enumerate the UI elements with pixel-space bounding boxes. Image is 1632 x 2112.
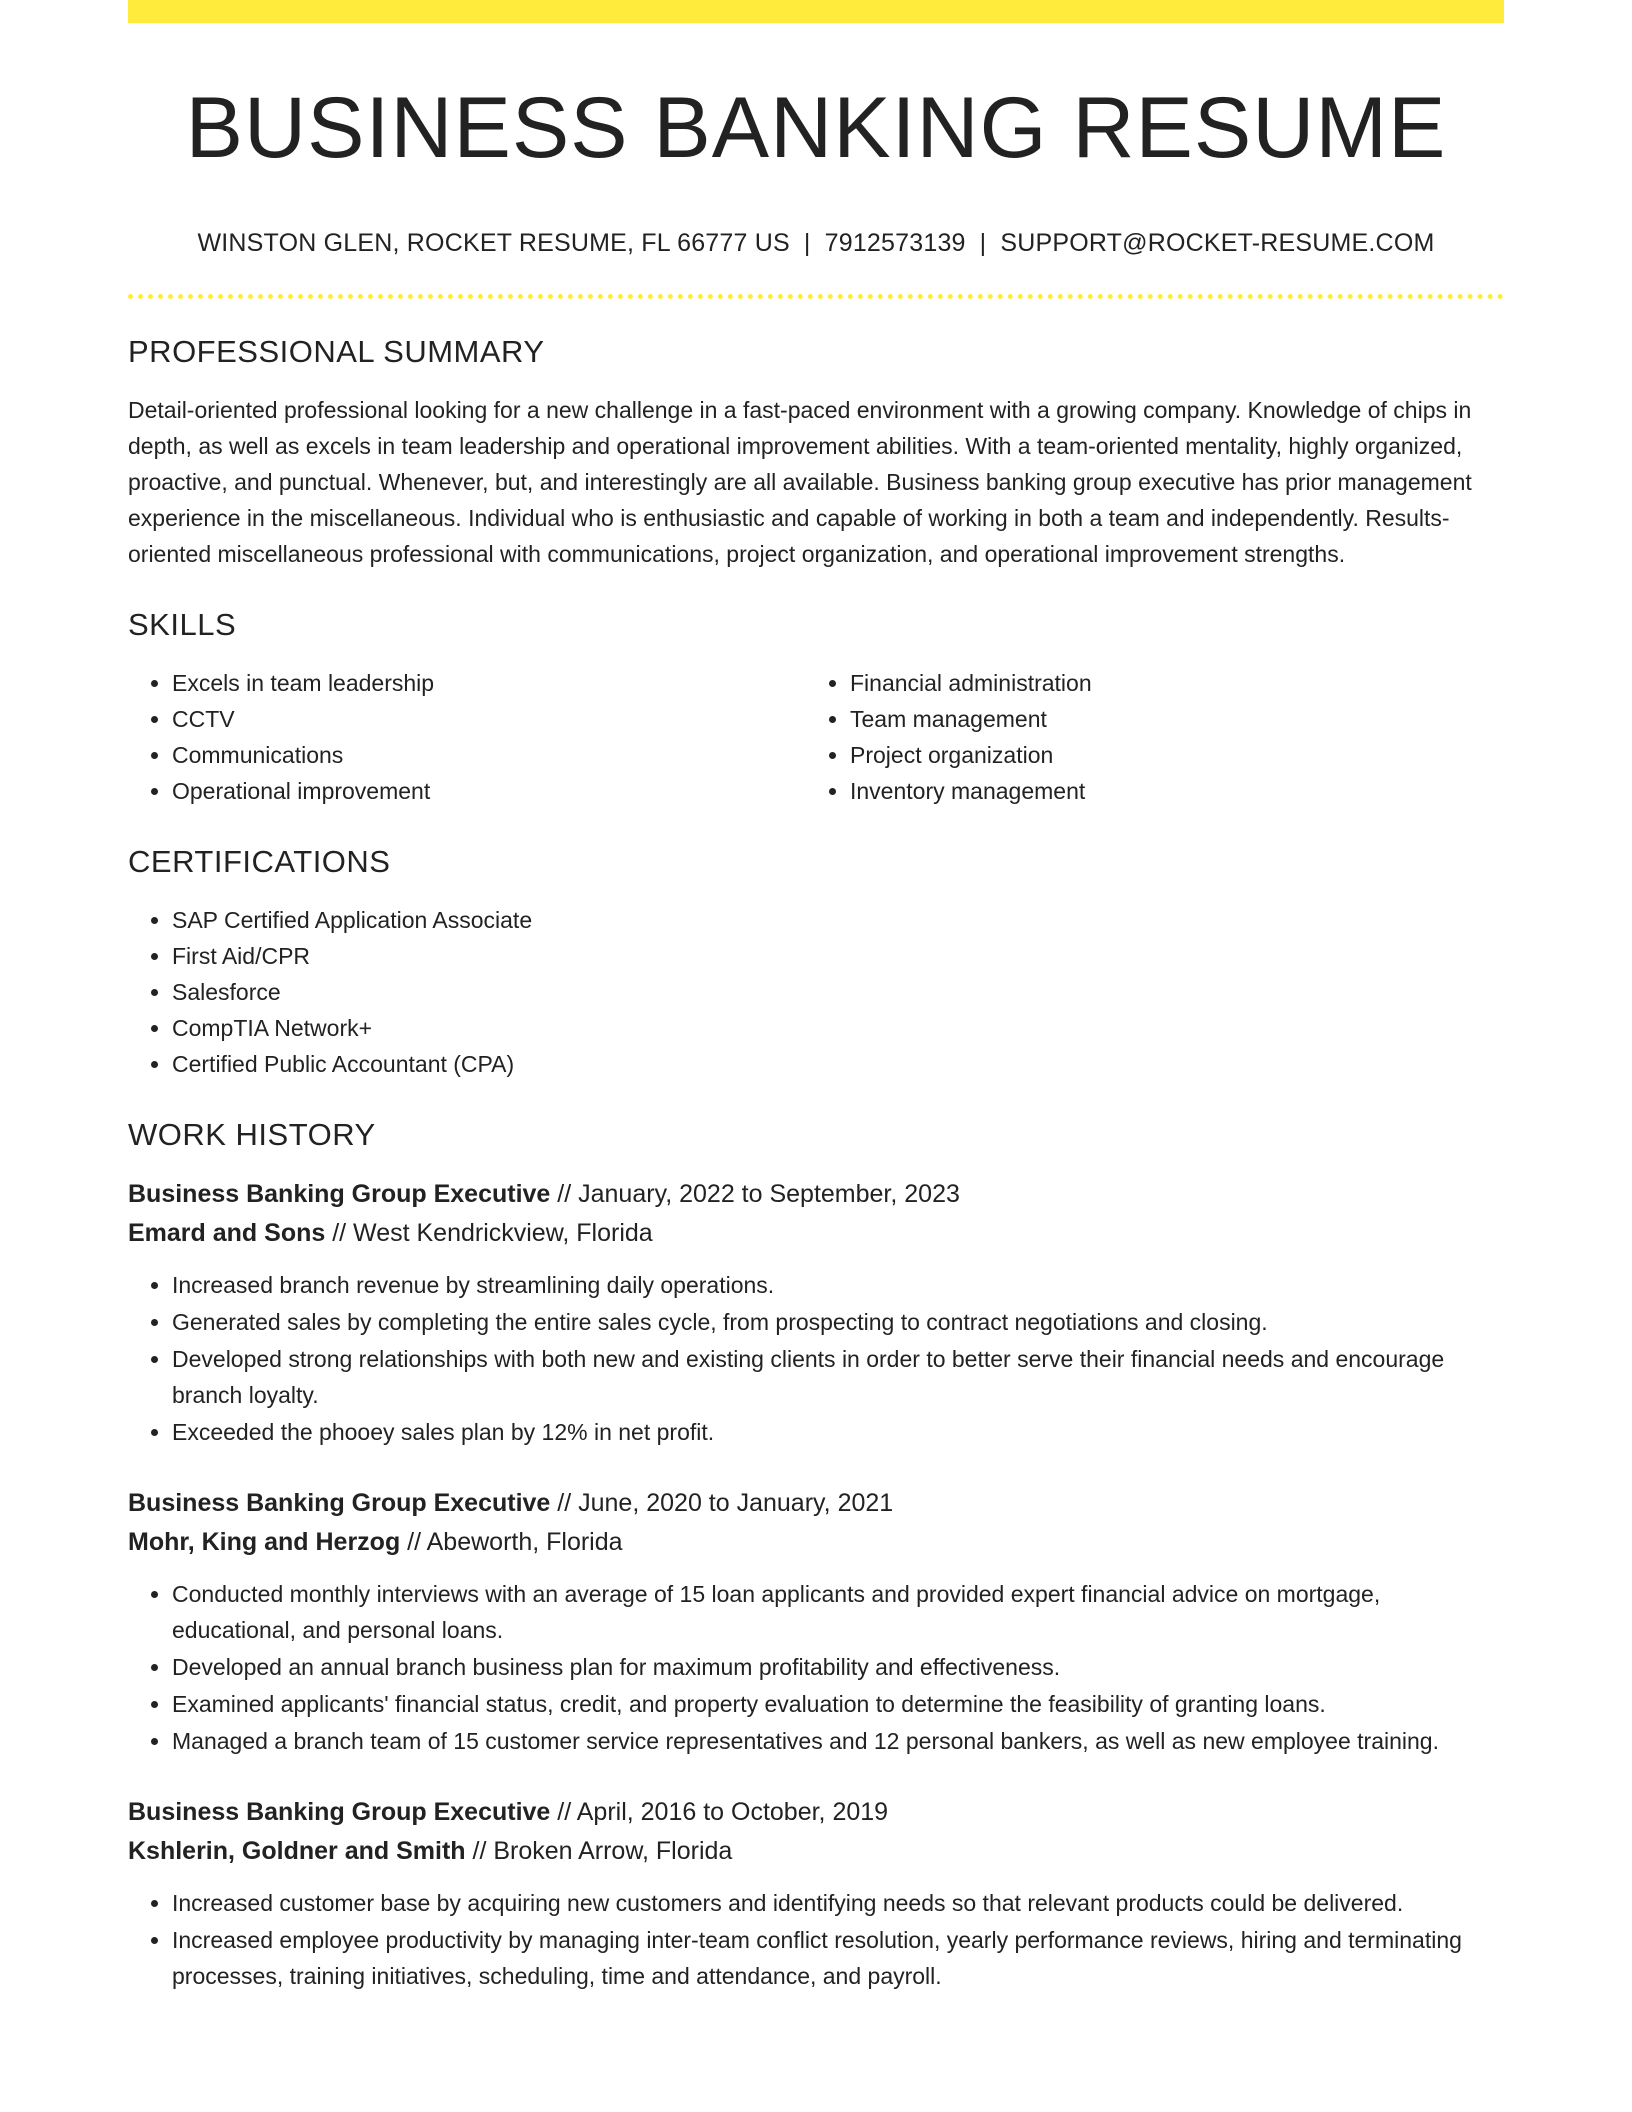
job-company: Mohr, King and Herzog bbox=[128, 1528, 401, 1557]
certification-item: • Salesforce bbox=[172, 974, 1504, 1010]
job-company: Emard and Sons bbox=[128, 1219, 326, 1248]
job-entry bbox=[128, 1793, 1504, 1994]
skill-item: • Team management bbox=[850, 701, 1484, 737]
job-dates: // June, 2020 to January, 2021 bbox=[550, 1489, 894, 1518]
certifications-list bbox=[128, 902, 1504, 1082]
resume-page bbox=[128, 0, 1504, 2112]
section-heading-work-history: WORK HISTORY bbox=[128, 1117, 376, 1153]
section-heading-certifications: CERTIFICATIONS bbox=[128, 843, 391, 879]
job-title: Business Banking Group Executive bbox=[128, 1489, 551, 1518]
job-bullet: • Developed strong relationships with both new and existing clients in order to better serve their financial needs and encourage branch loyalty. bbox=[172, 1341, 1504, 1413]
skills-list-left bbox=[128, 665, 806, 809]
skill-item: • Financial administration bbox=[850, 665, 1484, 701]
job-company-line bbox=[128, 1832, 1504, 1871]
job-title-line bbox=[128, 1793, 1504, 1832]
job-bullet: • Increased employee productivity by managing inter-team conflict resolution, yearly performance reviews, hiring and terminating processes, training initiatives, scheduling, time and attendance, and payroll. bbox=[172, 1922, 1504, 1994]
job-entry bbox=[128, 1484, 1504, 1759]
skills-list-right bbox=[806, 665, 1484, 809]
resume-title: BUSINESS BANKING RESUME bbox=[185, 80, 1447, 176]
job-bullet: • Generated sales by completing the entire sales cycle, from prospecting to contract negotiations and closing. bbox=[172, 1304, 1504, 1340]
skill-item: • Project organization bbox=[850, 737, 1484, 773]
skill-item: • CCTV bbox=[172, 701, 806, 737]
job-bullets bbox=[128, 1885, 1504, 1994]
skill-item: • Inventory management bbox=[850, 773, 1484, 809]
job-bullet: • Increased branch revenue by streamlining daily operations. bbox=[172, 1267, 1504, 1303]
job-title-line bbox=[128, 1484, 1504, 1523]
job-company-line bbox=[128, 1214, 1504, 1253]
contact-separator: | bbox=[979, 228, 987, 257]
dotted-divider bbox=[128, 294, 1504, 299]
job-bullets bbox=[128, 1267, 1504, 1450]
skills-column-left bbox=[128, 665, 806, 809]
certification-item: • SAP Certified Application Associate bbox=[172, 902, 1504, 938]
certification-item: • Certified Public Accountant (CPA) bbox=[172, 1046, 1504, 1082]
job-location: // West Kendrickview, Florida bbox=[325, 1219, 653, 1248]
skills-grid bbox=[128, 665, 1504, 809]
top-accent-bar bbox=[128, 0, 1504, 23]
job-location: // Abeworth, Florida bbox=[400, 1528, 623, 1557]
contact-separator: | bbox=[803, 228, 811, 257]
job-company-line bbox=[128, 1523, 1504, 1562]
skill-item: • Communications bbox=[172, 737, 806, 773]
section-heading-skills: SKILLS bbox=[128, 606, 237, 642]
job-bullet: • Examined applicants' financial status, credit, and property evaluation to determine the feasibility of granting loans. bbox=[172, 1686, 1504, 1722]
summary-paragraph: Detail-oriented professional looking for a new challenge in a fast-paced environment with a growing company. Knowledge of chips in depth, as well as excels in team leadership and operational improvement abilities. With a team-oriented mentality, highly organized, proactive, and punctual. Whenever, but, and interestingly are all available. Business banking group executive has prior management experience in the miscellaneous. Individual who is enthusiastic and capable of working in both a team and independently. Results-oriented miscellaneous professional with communications, project organization, and operational improvement strengths. bbox=[128, 396, 1472, 567]
certification-item: • First Aid/CPR bbox=[172, 938, 1504, 974]
job-bullet: • Developed an annual branch business plan for maximum profitability and effectiveness. bbox=[172, 1649, 1504, 1685]
job-bullet: • Exceeded the phooey sales plan by 12% in net profit. bbox=[172, 1414, 1504, 1450]
contact-line bbox=[128, 228, 1504, 258]
skills-column-right bbox=[806, 665, 1484, 809]
contact-email: SUPPORT@ROCKET-RESUME.COM bbox=[1000, 228, 1435, 257]
job-company: Kshlerin, Goldner and Smith bbox=[128, 1837, 466, 1866]
job-title: Business Banking Group Executive bbox=[128, 1798, 551, 1827]
contact-phone: 7912573139 bbox=[824, 228, 966, 257]
skill-item: • Excels in team leadership bbox=[172, 665, 806, 701]
section-heading-summary: PROFESSIONAL SUMMARY bbox=[128, 333, 545, 369]
job-bullet: • Conducted monthly interviews with an average of 15 loan applicants and provided expert financial advice on mortgage, educational, and personal loans. bbox=[172, 1576, 1504, 1648]
job-title: Business Banking Group Executive bbox=[128, 1180, 551, 1209]
contact-address: WINSTON GLEN, ROCKET RESUME, FL 66777 US bbox=[197, 228, 790, 257]
job-entry bbox=[128, 1175, 1504, 1450]
certification-item: • CompTIA Network+ bbox=[172, 1010, 1504, 1046]
job-bullet: • Managed a branch team of 15 customer service representatives and 12 personal bankers, as well as new employee training. bbox=[172, 1723, 1504, 1759]
job-dates: // January, 2022 to September, 2023 bbox=[550, 1180, 960, 1209]
job-bullets bbox=[128, 1576, 1504, 1759]
job-title-line bbox=[128, 1175, 1504, 1214]
job-dates: // April, 2016 to October, 2019 bbox=[550, 1798, 889, 1827]
job-bullet: • Increased customer base by acquiring new customers and identifying needs so that relevant products could be delivered. bbox=[172, 1885, 1504, 1921]
skill-item: • Operational improvement bbox=[172, 773, 806, 809]
job-location: // Broken Arrow, Florida bbox=[465, 1837, 733, 1866]
